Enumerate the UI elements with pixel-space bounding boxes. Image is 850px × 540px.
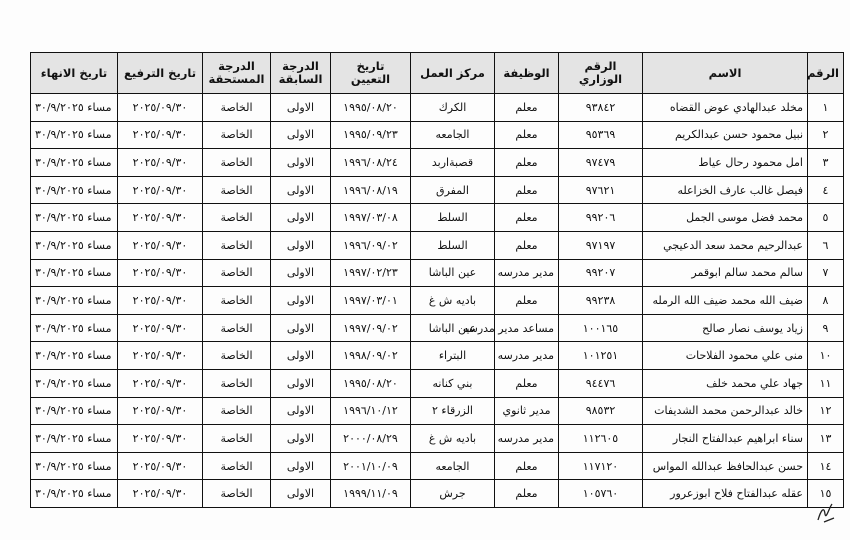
- table-row: [31, 342, 844, 370]
- cell-previous-grade: الاولى: [271, 121, 331, 149]
- table-row: [31, 121, 844, 149]
- table-row: [31, 259, 844, 287]
- table-row: [31, 231, 844, 259]
- cell-due-grade: الخاصة: [203, 342, 271, 370]
- cell-end-date: مساء ٣٠/٩/٢٠٢٥: [31, 176, 118, 204]
- cell-promotion-date: ٢٠٢٥/٠٩/٣٠: [118, 121, 203, 149]
- cell-ministry-number: ١٠١٢٥١: [559, 342, 643, 370]
- cell-promotion-date: ٢٠٢٥/٠٩/٣٠: [118, 397, 203, 425]
- cell-end-date: مساء ٣٠/٩/٢٠٢٥: [31, 425, 118, 453]
- cell-due-grade: الخاصة: [203, 287, 271, 315]
- cell-end-date: مساء ٣٠/٩/٢٠٢٥: [31, 259, 118, 287]
- cell-end-date: مساء ٣٠/٩/٢٠٢٥: [31, 121, 118, 149]
- table-header-row: [31, 53, 844, 94]
- cell-work-center: عين الباشا: [411, 314, 495, 342]
- header-name: الاسم: [643, 53, 808, 94]
- cell-work-center: عين الباشا: [411, 259, 495, 287]
- cell-job: معلم: [495, 231, 559, 259]
- header-number: الرقم: [808, 53, 844, 94]
- cell-work-center: الكرك: [411, 94, 495, 122]
- cell-name: زياد يوسف نصار صالح: [643, 314, 808, 342]
- cell-job: معلم: [495, 121, 559, 149]
- header-previous-grade: الدرجة السابقة: [271, 53, 331, 94]
- table-row: [31, 397, 844, 425]
- table-row: [31, 94, 844, 122]
- cell-number: ٣: [808, 149, 844, 177]
- cell-previous-grade: الاولى: [271, 397, 331, 425]
- cell-appointment-date: ١٩٩٦/٠٨/٢٤: [331, 149, 411, 177]
- cell-name: ضيف الله محمد ضيف الله الرمله: [643, 287, 808, 315]
- cell-appointment-date: ١٩٩٥/٠٨/٢٠: [331, 369, 411, 397]
- cell-due-grade: الخاصة: [203, 94, 271, 122]
- table-row: [31, 149, 844, 177]
- cell-appointment-date: ١٩٩٨/٠٩/٠٢: [331, 342, 411, 370]
- cell-end-date: مساء ٣٠/٩/٢٠٢٥: [31, 397, 118, 425]
- table-row: [31, 176, 844, 204]
- cell-previous-grade: الاولى: [271, 149, 331, 177]
- cell-work-center: باديه ش غ: [411, 425, 495, 453]
- cell-promotion-date: ٢٠٢٥/٠٩/٣٠: [118, 369, 203, 397]
- cell-previous-grade: الاولى: [271, 342, 331, 370]
- cell-due-grade: الخاصة: [203, 121, 271, 149]
- cell-number: ١٣: [808, 425, 844, 453]
- cell-previous-grade: الاولى: [271, 369, 331, 397]
- cell-job: معلم: [495, 369, 559, 397]
- cell-appointment-date: ١٩٩٩/١١/٠٩: [331, 480, 411, 508]
- cell-ministry-number: ٩٧٤٧٩: [559, 149, 643, 177]
- cell-promotion-date: ٢٠٢٥/٠٩/٣٠: [118, 425, 203, 453]
- cell-name: فيصل غالب عارف الخزاعله: [643, 176, 808, 204]
- cell-previous-grade: الاولى: [271, 480, 331, 508]
- cell-work-center: بني كنانه: [411, 369, 495, 397]
- cell-promotion-date: ٢٠٢٥/٠٩/٣٠: [118, 314, 203, 342]
- cell-end-date: مساء ٣٠/٩/٢٠٢٥: [31, 94, 118, 122]
- cell-work-center: المفرق: [411, 176, 495, 204]
- header-due-grade: الدرجة المستحقة: [203, 53, 271, 94]
- cell-job: مدير مدرسه: [495, 259, 559, 287]
- cell-number: ١٢: [808, 397, 844, 425]
- employees-table: [30, 52, 844, 508]
- cell-number: ٥: [808, 204, 844, 232]
- cell-ministry-number: ٩٩٢٠٦: [559, 204, 643, 232]
- cell-previous-grade: الاولى: [271, 314, 331, 342]
- cell-appointment-date: ١٩٩٧/٠٣/٠٨: [331, 204, 411, 232]
- cell-appointment-date: ١٩٩٦/١٠/١٢: [331, 397, 411, 425]
- cell-due-grade: الخاصة: [203, 149, 271, 177]
- cell-ministry-number: ٩٣٨٤٢: [559, 94, 643, 122]
- cell-number: ٧: [808, 259, 844, 287]
- cell-name: عبدالرحيم محمد سعد الدعيجي: [643, 231, 808, 259]
- cell-due-grade: الخاصة: [203, 314, 271, 342]
- cell-ministry-number: ١١٧١٢٠: [559, 452, 643, 480]
- cell-job: معلم: [495, 204, 559, 232]
- header-appointment-date: تاريخ التعيين: [331, 53, 411, 94]
- cell-appointment-date: ٢٠٠١/١٠/٠٩: [331, 452, 411, 480]
- cell-promotion-date: ٢٠٢٥/٠٩/٣٠: [118, 452, 203, 480]
- cell-work-center: البتراء: [411, 342, 495, 370]
- cell-end-date: مساء ٣٠/٩/٢٠٢٥: [31, 342, 118, 370]
- cell-previous-grade: الاولى: [271, 259, 331, 287]
- cell-end-date: مساء ٣٠/٩/٢٠٢٥: [31, 314, 118, 342]
- cell-work-center: الجامعه: [411, 121, 495, 149]
- cell-name: جهاد علي محمد خلف: [643, 369, 808, 397]
- cell-due-grade: الخاصة: [203, 176, 271, 204]
- cell-previous-grade: الاولى: [271, 452, 331, 480]
- cell-number: ١٤: [808, 452, 844, 480]
- cell-due-grade: الخاصة: [203, 425, 271, 453]
- cell-name: سالم محمد سالم ابوقمر: [643, 259, 808, 287]
- cell-number: ١: [808, 94, 844, 122]
- cell-previous-grade: الاولى: [271, 204, 331, 232]
- cell-appointment-date: ١٩٩٧/٠٢/٢٣: [331, 259, 411, 287]
- cell-appointment-date: ١٩٩٧/٠٩/٠٢: [331, 314, 411, 342]
- cell-appointment-date: ١٩٩٥/٠٨/٢٠: [331, 94, 411, 122]
- cell-number: ٦: [808, 231, 844, 259]
- cell-name: مخلد عبدالهادي عوض القضاه: [643, 94, 808, 122]
- cell-ministry-number: ١١٢٦٠٥: [559, 425, 643, 453]
- cell-end-date: مساء ٣٠/٩/٢٠٢٥: [31, 149, 118, 177]
- cell-end-date: مساء ٣٠/٩/٢٠٢٥: [31, 369, 118, 397]
- cell-work-center: قصبةاربد: [411, 149, 495, 177]
- cell-work-center: السلط: [411, 204, 495, 232]
- table-row: [31, 314, 844, 342]
- signature-mark: [815, 500, 837, 526]
- cell-due-grade: الخاصة: [203, 231, 271, 259]
- cell-appointment-date: ١٩٩٦/٠٩/٠٢: [331, 231, 411, 259]
- table-row: [31, 369, 844, 397]
- table-row: [31, 204, 844, 232]
- cell-end-date: مساء ٣٠/٩/٢٠٢٥: [31, 231, 118, 259]
- cell-number: ١٥: [808, 480, 844, 508]
- cell-promotion-date: ٢٠٢٥/٠٩/٣٠: [118, 94, 203, 122]
- cell-end-date: مساء ٣٠/٩/٢٠٢٥: [31, 452, 118, 480]
- cell-number: ٤: [808, 176, 844, 204]
- cell-due-grade: الخاصة: [203, 452, 271, 480]
- cell-ministry-number: ٩٨٥٣٢: [559, 397, 643, 425]
- cell-number: ٩: [808, 314, 844, 342]
- cell-name: نبيل محمود حسن عبدالكريم: [643, 121, 808, 149]
- cell-previous-grade: الاولى: [271, 231, 331, 259]
- cell-ministry-number: ٩٤٤٧٦: [559, 369, 643, 397]
- cell-previous-grade: الاولى: [271, 94, 331, 122]
- cell-job: مدير ثانوي: [495, 397, 559, 425]
- header-work-center: مركز العمل: [411, 53, 495, 94]
- cell-promotion-date: ٢٠٢٥/٠٩/٣٠: [118, 287, 203, 315]
- cell-name: سناء ابراهيم عبدالفتاح النجار: [643, 425, 808, 453]
- cell-ministry-number: ٩٩٢٠٧: [559, 259, 643, 287]
- cell-job: مدير مدرسه: [495, 425, 559, 453]
- cell-previous-grade: الاولى: [271, 287, 331, 315]
- cell-job: مدير مدرسه: [495, 342, 559, 370]
- cell-work-center: الزرقاء ٢: [411, 397, 495, 425]
- cell-promotion-date: ٢٠٢٥/٠٩/٣٠: [118, 176, 203, 204]
- cell-number: ٢: [808, 121, 844, 149]
- header-ministry-number: الرقم الوزاري: [559, 53, 643, 94]
- cell-promotion-date: ٢٠٢٥/٠٩/٣٠: [118, 480, 203, 508]
- header-end-date: تاريخ الانهاء: [31, 53, 118, 94]
- header-promotion-date: تاريخ الترفيع: [118, 53, 203, 94]
- cell-number: ١١: [808, 369, 844, 397]
- cell-ministry-number: ٩٩٢٣٨: [559, 287, 643, 315]
- cell-promotion-date: ٢٠٢٥/٠٩/٣٠: [118, 204, 203, 232]
- cell-name: امل محمود رحال عياط: [643, 149, 808, 177]
- cell-work-center: السلط: [411, 231, 495, 259]
- cell-job: معلم: [495, 176, 559, 204]
- cell-work-center: جرش: [411, 480, 495, 508]
- cell-appointment-date: ٢٠٠٠/٠٨/٢٩: [331, 425, 411, 453]
- cell-number: ١٠: [808, 342, 844, 370]
- cell-ministry-number: ٩٥٣٦٩: [559, 121, 643, 149]
- cell-appointment-date: ١٩٩٥/٠٩/٢٣: [331, 121, 411, 149]
- table-row: [31, 480, 844, 508]
- cell-previous-grade: الاولى: [271, 425, 331, 453]
- cell-ministry-number: ٩٧٦٢١: [559, 176, 643, 204]
- table-row: [31, 287, 844, 315]
- cell-name: خالد عبدالرحمن محمد الشديفات: [643, 397, 808, 425]
- cell-job: معلم: [495, 287, 559, 315]
- cell-due-grade: الخاصة: [203, 480, 271, 508]
- cell-job: معلم: [495, 94, 559, 122]
- header-job: الوظيفة: [495, 53, 559, 94]
- cell-promotion-date: ٢٠٢٥/٠٩/٣٠: [118, 259, 203, 287]
- cell-ministry-number: ٩٧١٩٧: [559, 231, 643, 259]
- cell-appointment-date: ١٩٩٧/٠٣/٠١: [331, 287, 411, 315]
- cell-name: منى علي محمود الفلاحات: [643, 342, 808, 370]
- table-row: [31, 425, 844, 453]
- cell-due-grade: الخاصة: [203, 369, 271, 397]
- cell-due-grade: الخاصة: [203, 259, 271, 287]
- cell-due-grade: الخاصة: [203, 397, 271, 425]
- cell-end-date: مساء ٣٠/٩/٢٠٢٥: [31, 204, 118, 232]
- cell-end-date: مساء ٣٠/٩/٢٠٢٥: [31, 480, 118, 508]
- table-row: [31, 452, 844, 480]
- cell-due-grade: الخاصة: [203, 204, 271, 232]
- cell-ministry-number: ١٠٥٧٦٠: [559, 480, 643, 508]
- cell-work-center: باديه ش غ: [411, 287, 495, 315]
- cell-previous-grade: الاولى: [271, 176, 331, 204]
- cell-promotion-date: ٢٠٢٥/٠٩/٣٠: [118, 231, 203, 259]
- cell-job: معلم: [495, 149, 559, 177]
- cell-appointment-date: ١٩٩٦/٠٨/١٩: [331, 176, 411, 204]
- cell-end-date: مساء ٣٠/٩/٢٠٢٥: [31, 287, 118, 315]
- cell-name: حسن عبدالحافظ عبدالله المواس: [643, 452, 808, 480]
- cell-ministry-number: ١٠٠١٦٥: [559, 314, 643, 342]
- cell-work-center: الجامعه: [411, 452, 495, 480]
- cell-job: معلم: [495, 452, 559, 480]
- cell-number: ٨: [808, 287, 844, 315]
- cell-job: معلم: [495, 480, 559, 508]
- cell-name: محمد فضل موسى الجمل: [643, 204, 808, 232]
- cell-name: عقله عبدالفتاح فلاح ابوزعرور: [643, 480, 808, 508]
- cell-promotion-date: ٢٠٢٥/٠٩/٣٠: [118, 149, 203, 177]
- cell-promotion-date: ٢٠٢٥/٠٩/٣٠: [118, 342, 203, 370]
- cell-job: مساعد مدير مدرسه: [495, 314, 559, 342]
